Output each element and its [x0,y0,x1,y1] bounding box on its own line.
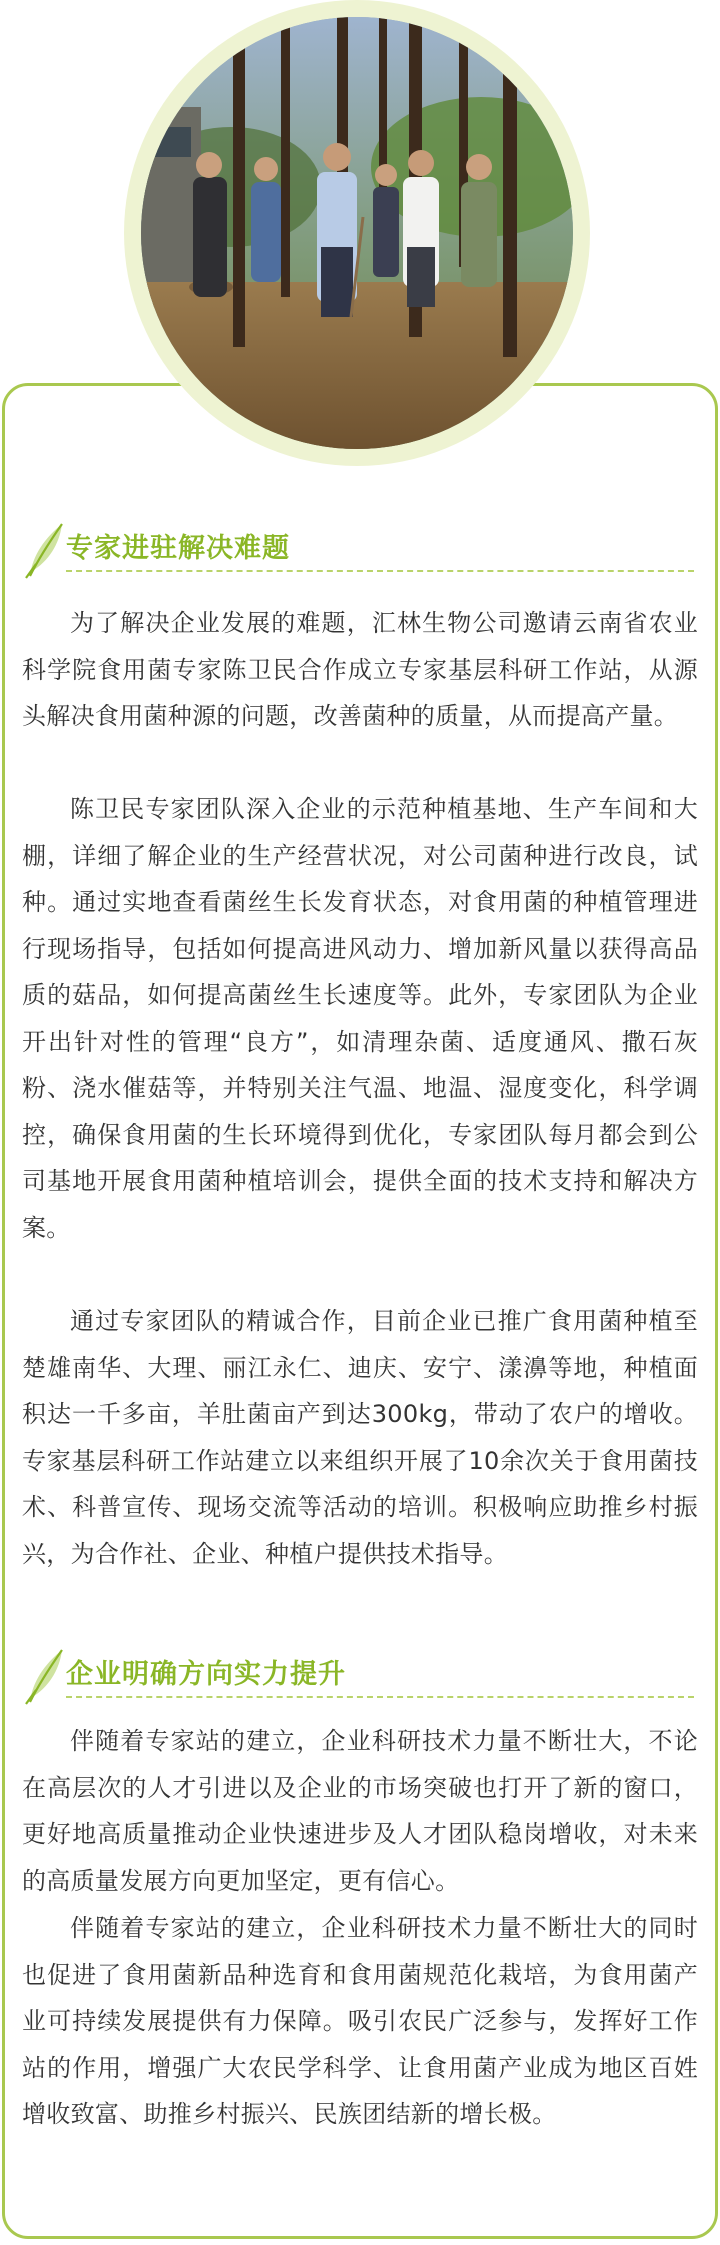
section-heading-enterprise [22,1646,694,1698]
photo-frame [124,0,590,466]
forest-visit-illustration [141,17,573,449]
section-title: 企业明确方向实力提升 [66,1659,346,1690]
paragraph: 伴随着专家站的建立，企业科研技术力量不断壮大，不论在高层次的人才引进以及企业的市场突破也打开了新的窗口，更好地高质量推动企业快速进步及人才团队稳岗增收，对未来的高质量发展方向更加坚定，更有信心。 [22,1727,698,1895]
paragraph: 陈卫民专家团队深入企业的示范种植基地、生产车间和大棚，详细了解企业的生产经营状况，对公司菌种进行改良，试种。通过实地查看菌丝生长发育状态，对食用菌的种植管理进行现场指导，包括如何提高进风动力、增加新风量以获得高品质的菇品，如何提高菌丝生长速度等。此外，专家团队为企业开出针对性的管理“良方”，如清理杂菌、适度通风、撒石灰粉、浇水催菇等，并特别关注气温、地温、湿度变化，科学调控，确保食用菌的生长环境得到优化，专家团队每月都会到公司基地开展食用菌种植培训会，提供全面的技术支持和解决方案。 [22,795,698,1242]
section-heading-expert [22,520,694,572]
field-visit-photo [141,17,573,449]
dashed-divider [66,570,694,572]
feather-leaf-icon [22,1646,70,1706]
paragraph: 为了解决企业发展的难题，汇林生物公司邀请云南省农业科学院食用菌专家陈卫民合作成立专家基层科研工作站，从源头解决食用菌种源的问题，改善菌种的质量，从而提高产量。 [22,609,698,730]
paragraph: 伴随着专家站的建立，企业科研技术力量不断壮大的同时也促进了食用菌新品种选育和食用菌规范化栽培，为食用菌产业可持续发展提供有力保障。吸引农民广泛参与，发挥好工作站的作用，增强广大农民学科学、让食用菌产业成为地区百姓增收致富、助推乡村振兴、民族团结新的增长极。 [22,1914,698,2128]
dashed-divider [66,1696,694,1698]
paragraph: 通过专家团队的精诚合作，目前企业已推广食用菌种植至楚雄南华、大理、丽江永仁、迪庆、安宁、漾濞等地，种植面积达一千多亩，羊肚菌亩产到达300kg，带动了农户的增收。专家基层科研工作站建立以来组织开展了10余次关于食用菌技术、科普宣传、现场交流等活动的培训。积极响应助推乡村振兴，为合作社、企业、种植户提供技术指导。 [22,1307,698,1568]
section-title: 专家进驻解决难题 [66,533,290,564]
feather-leaf-icon [22,520,70,580]
